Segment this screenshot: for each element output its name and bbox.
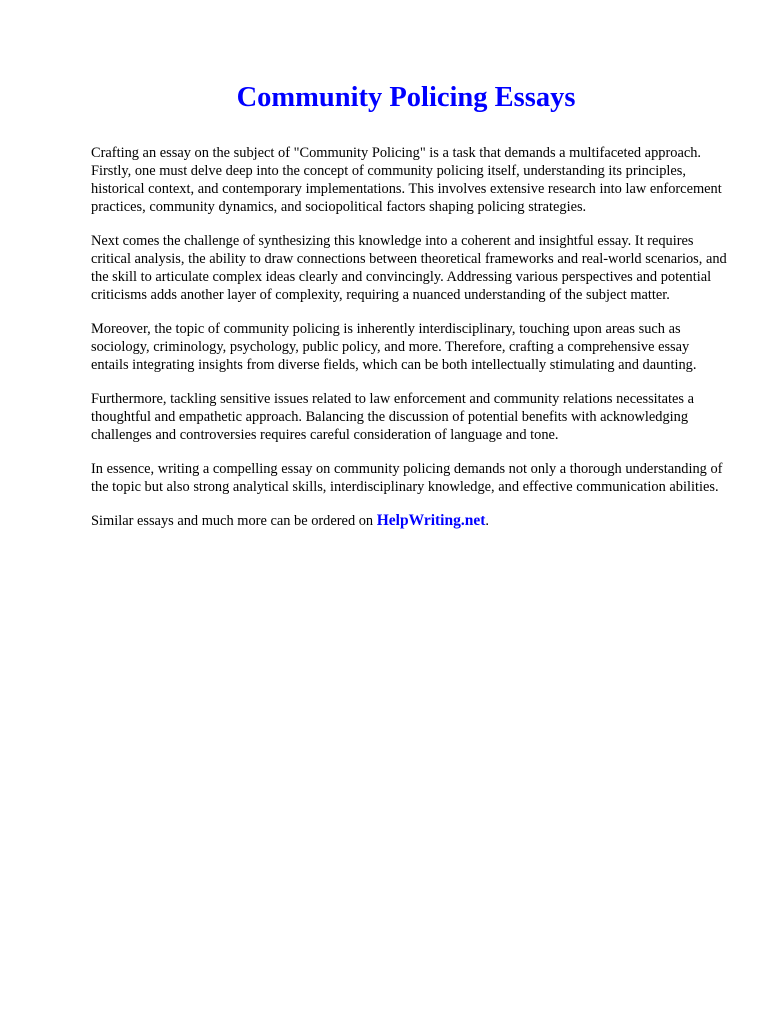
paragraph-2: Next comes the challenge of synthesizing this knowledge into a coherent and insightful essay. It requires critical analysis, the ability to draw connections between theoretical frameworks and real-world scenarios, and the skill to articulate complex ideas clearly and convincingly. Addressing various perspectives and potential criticisms adds another layer of complexity, requiring a nuanced understanding of the subject matter. (91, 233, 727, 303)
paragraph-5: In essence, writing a compelling essay on community policing demands not only a thorough understanding of the topic but also strong analytical skills, interdisciplinary knowledge, and effective communication abilities. (91, 461, 723, 495)
closing-suffix: . (485, 513, 489, 529)
essay-body (91, 144, 727, 546)
page-title: Community Policing Essays (236, 82, 576, 113)
paragraph-4: Furthermore, tackling sensitive issues related to law enforcement and community relations necessitates a thoughtful and empathetic approach. Balancing the discussion of potential benefits with acknowledging challenges and controversies requires careful consideration of language and tone. (91, 391, 695, 443)
helpwriting-link[interactable]: HelpWriting.net (376, 512, 486, 529)
closing-line (91, 512, 727, 530)
paragraph-3: Moreover, the topic of community policing is inherently interdisciplinary, touching upon areas such as sociology, criminology, psychology, public policy, and more. Therefore, crafting a comprehensive essay entails integrating insights from diverse fields, which can be both intellectually stimulating and daunting. (91, 321, 697, 373)
closing-prefix: Similar essays and much more can be ordered on (91, 513, 377, 529)
paragraph-1: Crafting an essay on the subject of "Community Policing" is a task that demands a multifaceted approach. Firstly, one must delve deep into the concept of community policing itself, understanding its principles, historical context, and contemporary implementations. This involves extensive research into law enforcement practices, community dynamics, and sociopolitical factors shaping policing strategies. (91, 145, 722, 215)
